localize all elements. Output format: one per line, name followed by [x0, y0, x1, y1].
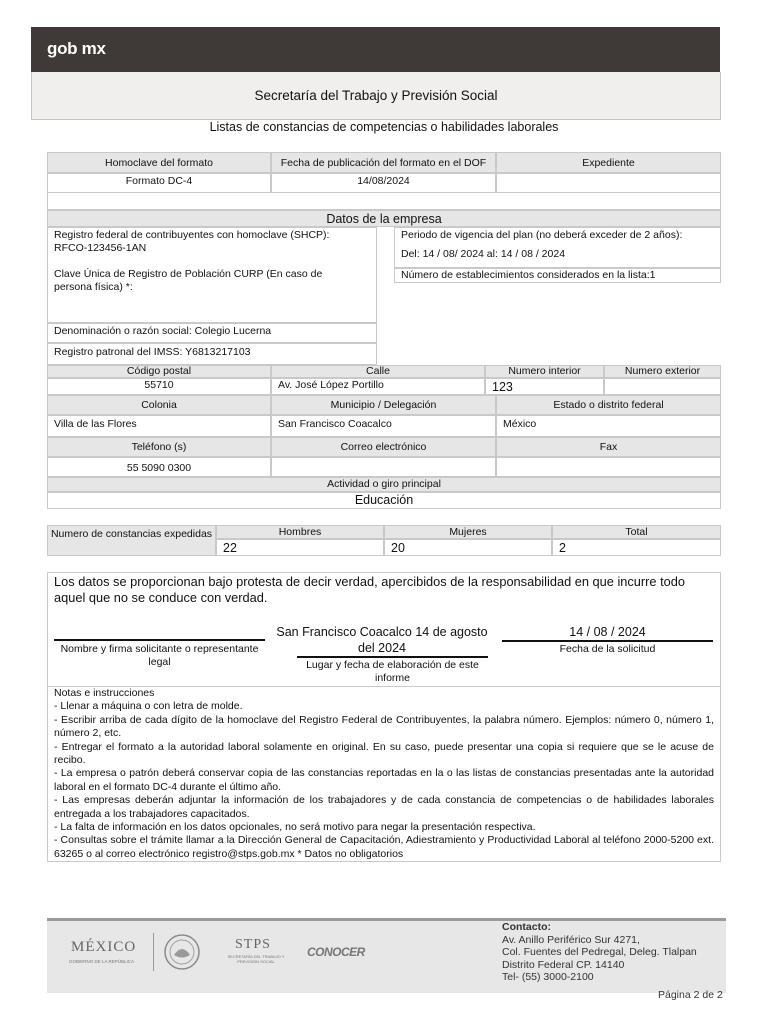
- escudo-icon: [163, 933, 201, 971]
- mujeres-value[interactable]: 20: [384, 539, 552, 556]
- mexico-logo-sub: GOBIERNO DE LA REPÚBLICA: [69, 959, 135, 964]
- homoclave-value[interactable]: Formato DC-4: [47, 173, 271, 193]
- vigencia-box: [394, 227, 721, 268]
- stps-logo: STPS: [235, 937, 271, 952]
- contacto-line: Distrito Federal CP. 14140: [502, 958, 625, 971]
- secretaria-title: Secretaría del Trabajo y Previsión Social: [31, 72, 721, 120]
- vigencia-value[interactable]: Del: 14 / 08/ 2024 al: 14 / 08 / 2024: [401, 248, 566, 260]
- conocer-logo: CONOCER: [307, 945, 365, 959]
- expediente-header: Expediente: [496, 152, 721, 173]
- datos-empresa-title: Datos de la empresa: [47, 210, 721, 227]
- contacto-line: Tel- (55) 3000-2100: [502, 971, 594, 983]
- exterior-header: Numero exterior: [604, 365, 721, 378]
- estado-value[interactable]: México: [496, 415, 721, 437]
- declaracion-box: [47, 572, 721, 687]
- colonia-value[interactable]: Villa de las Flores: [47, 415, 271, 437]
- nota-item: - La empresa o patrón deberá conservar copia de las constancias reportadas en la o las listas de constancias presentadas ante la autoridad laboral en el formato DC-4 durante el último año.: [54, 767, 714, 793]
- exterior-value[interactable]: [604, 378, 721, 395]
- cp-value[interactable]: 55710: [47, 378, 271, 395]
- firma-label: Nombre y firma solicitante o representante legal: [60, 643, 259, 668]
- colonia-header: Colonia: [47, 395, 271, 415]
- nota-item: - La falta de información en los datos opcionales, no será motivo para negar la presentación respectiva.: [54, 821, 536, 834]
- constancias-label: Numero de constancias expedidas: [47, 525, 216, 556]
- fecha-line: [502, 640, 713, 642]
- homoclave-header: Homoclave del formato: [47, 152, 271, 173]
- hombres-value[interactable]: 22: [216, 539, 384, 556]
- curp-label: Clave Única de Registro de Población CURP (En caso de persona física) *:: [54, 268, 323, 293]
- cp-header: Código postal: [47, 365, 271, 378]
- notas-title: Notas e instrucciones: [54, 687, 155, 699]
- logo-divider: [153, 933, 154, 971]
- calle-value[interactable]: Av. José López Portillo: [271, 378, 485, 395]
- protesta-text: Los datos se proporcionan bajo protesta de decir verdad, apercibidos de la responsabilidad en que incurre todo aquel que no se conduce con verdad.: [54, 574, 686, 605]
- total-value[interactable]: 2: [552, 539, 721, 556]
- actividad-header: Actividad o giro principal: [47, 477, 721, 492]
- contacto-line: Av. Anillo Periférico Sur 4271,: [502, 933, 640, 946]
- razon-social[interactable]: Denominación o razón social: Colegio Lucerna: [47, 323, 377, 343]
- mujeres-header: Mujeres: [384, 525, 552, 539]
- interior-value[interactable]: 123: [485, 378, 604, 395]
- nota-item: - Escribir arriba de cada dígito de la homoclave del Registro Federal de Contribuyentes, la palabra número. Ejemplos: número 0, número 1, número 2, etc.: [54, 713, 714, 740]
- nota-item: - Consultas sobre el trámite llamar a la Dirección General de Capacitación, Adiestramiento y Productividad Laboral al teléfono 2000-5200 ext. 63265 o al correo electrónico registro@stps.gob.mx * Datos no obligatorios: [54, 834, 714, 860]
- total-header: Total: [552, 525, 721, 539]
- correo-value[interactable]: [271, 457, 496, 477]
- contacto-line: Col. Fuentes del Pedregal, Deleg. Tlalpan: [502, 946, 697, 958]
- lugar-fecha-value[interactable]: San Francisco Coacalco 14 de agosto del 2024: [276, 625, 488, 655]
- nota-item: - Entregar el formato a la autoridad laboral solamente en original. En su caso, puede presentar una copia si requiere que se le acuse de recibo.: [54, 740, 714, 767]
- rfc-label: Registro federal de contribuyentes con homoclave (SHCP):: [54, 229, 330, 241]
- fecha-solicitud-value[interactable]: 14 / 08 / 2024: [569, 625, 646, 639]
- rfc-curp-box: [47, 227, 377, 323]
- registro-imss[interactable]: Registro patronal del IMSS: Y6813217103: [47, 343, 377, 365]
- rfc-value[interactable]: RFCO-123456-1AN: [54, 242, 147, 254]
- telefono-value[interactable]: 55 5090 0300: [47, 457, 271, 477]
- vigencia-label: Periodo de vigencia del plan (no deberá exceder de 2 años):: [401, 229, 683, 241]
- fecha-publicacion-header: Fecha de publicación del formato en el DOF: [271, 152, 496, 173]
- expediente-value[interactable]: [496, 173, 721, 193]
- gob-mx-logo[interactable]: gob mx: [47, 39, 106, 58]
- nota-item: - Llenar a máquina o con letra de molde.: [54, 700, 243, 713]
- gob-header: [31, 27, 720, 72]
- lugar-line: [297, 656, 488, 658]
- interior-header: Numero interior: [485, 365, 604, 378]
- fax-value[interactable]: [496, 457, 721, 477]
- document-title: Listas de constancias de competencias o habilidades laborales: [209, 120, 559, 134]
- correo-header: Correo electrónico: [271, 437, 496, 457]
- telefono-header: Teléfono (s): [47, 437, 271, 457]
- actividad-value[interactable]: Educación: [47, 492, 721, 509]
- page-number: Página 2 de 2: [658, 989, 723, 1001]
- estado-header: Estado o distrito federal: [496, 395, 721, 415]
- stps-logo-sub: SECRETARÍA DEL TRABAJO Y PREVISIÓN SOCIAL: [227, 954, 285, 964]
- spacer-row: [47, 193, 721, 210]
- mexico-logo: MÉXICO: [71, 939, 137, 955]
- fecha-solicitud-label: Fecha de la solicitud: [559, 643, 656, 655]
- municipio-header: Municipio / Delegación: [271, 395, 496, 415]
- hombres-header: Hombres: [216, 525, 384, 539]
- calle-header: Calle: [271, 365, 485, 378]
- notas-instrucciones: [47, 686, 721, 862]
- lugar-fecha-label: Lugar y fecha de elaboración de este informe: [306, 659, 479, 684]
- fax-header: Fax: [496, 437, 721, 457]
- establecimientos[interactable]: Número de establecimientos considerados en la lista:1: [394, 268, 721, 283]
- nota-item: - Las empresas deberán adjuntar la información de los trabajadores y de cada constancia de competencias o de habilidades laborales entregada a los trabajadores capacitados.: [54, 794, 714, 820]
- fecha-publicacion-value[interactable]: 14/08/2024: [271, 173, 496, 193]
- municipio-value[interactable]: San Francisco Coacalco: [271, 415, 496, 437]
- contacto-title: Contacto:: [502, 921, 551, 933]
- firma-line: [54, 639, 265, 641]
- contacto-block: [502, 921, 697, 984]
